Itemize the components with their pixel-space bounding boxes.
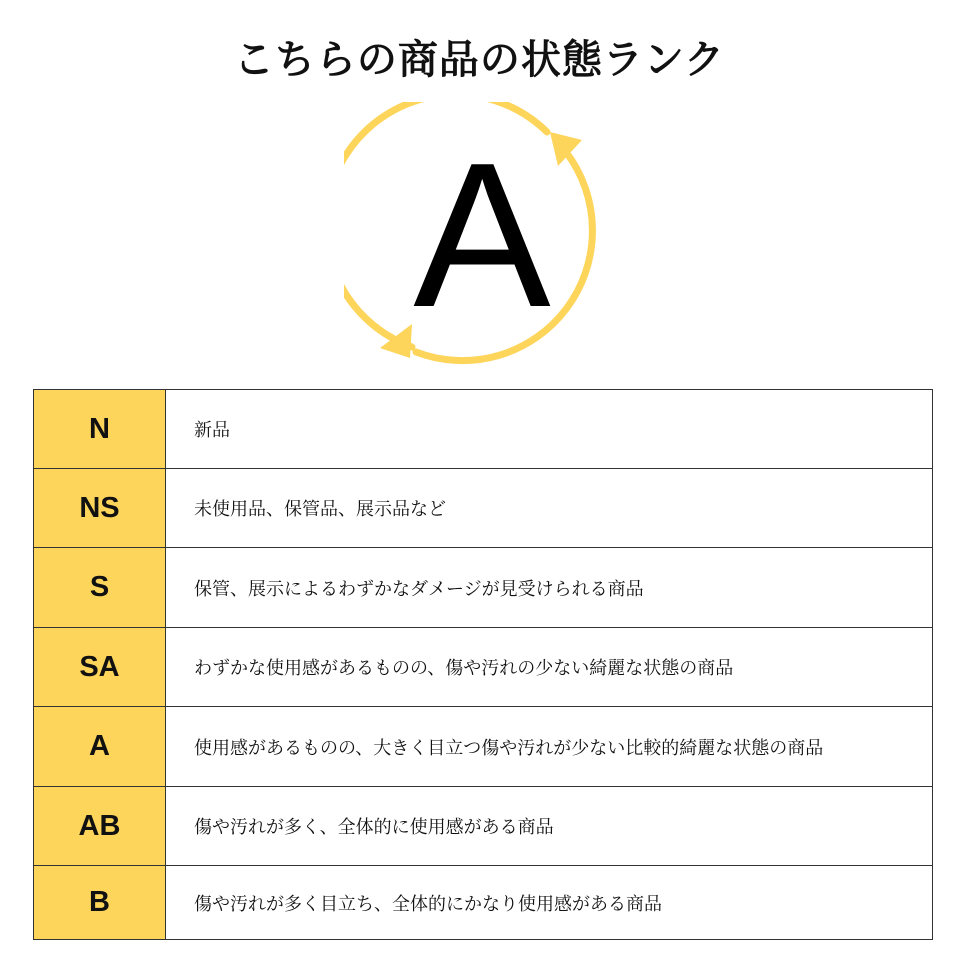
rank-row [34, 469, 932, 548]
rank-code: N [34, 390, 166, 468]
rank-description: 未使用品、保管品、展示品など [194, 499, 446, 520]
current-rank-letter: A [413, 120, 551, 350]
rank-description: わずかな使用感があるものの、傷や汚れの少ない綺麗な状態の商品 [194, 658, 734, 679]
rank-emblem [344, 102, 620, 378]
rank-row [34, 548, 932, 628]
rank-code: SA [34, 628, 166, 706]
rank-row [34, 707, 932, 787]
rank-description: 傷や汚れが多く、全体的に使用感がある商品 [194, 817, 554, 838]
rank-description: 保管、展示によるわずかなダメージが見受けられる商品 [194, 578, 644, 600]
rank-row [34, 787, 932, 866]
rank-code: S [34, 548, 166, 627]
rank-description: 傷や汚れが多く目立ち、全体的にかなり使用感がある商品 [194, 893, 662, 915]
rank-row [34, 390, 932, 469]
rank-row [34, 628, 932, 707]
rank-description: 使用感があるものの、大きく目立つ傷や汚れが少ない比較的綺麗な状態の商品 [194, 737, 824, 759]
rank-code: AB [34, 787, 166, 865]
page-title: こちらの商品の状態ランク [233, 37, 726, 83]
rank-code: A [34, 707, 166, 786]
rank-code: NS [34, 469, 166, 547]
rank-table [33, 389, 933, 940]
rank-description: 新品 [194, 420, 230, 441]
rank-row [34, 866, 932, 939]
rank-code: B [34, 866, 166, 939]
